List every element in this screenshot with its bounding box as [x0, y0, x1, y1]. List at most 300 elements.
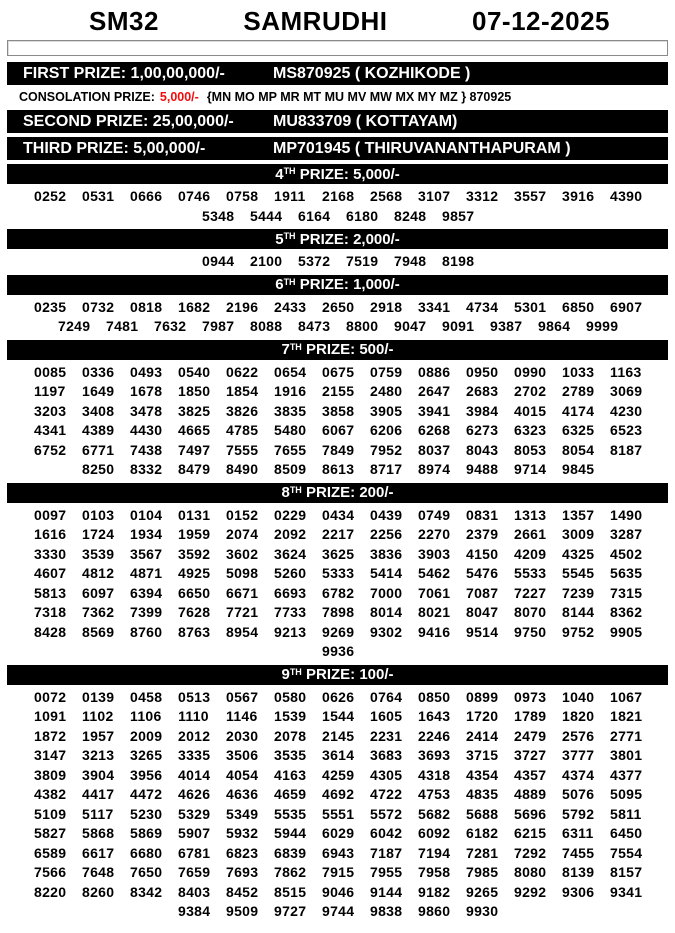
prize-number: 8332: [130, 461, 163, 477]
prize-number: 3825: [178, 402, 211, 419]
prize-number: 3478: [130, 402, 163, 419]
prize-number: 3624: [274, 545, 307, 562]
prize-number: 6693: [274, 584, 307, 601]
prize-number: 3858: [322, 402, 355, 419]
prize-number: 4502: [610, 545, 643, 562]
prize-number: 1490: [610, 506, 643, 523]
prize-number: 7087: [466, 584, 499, 601]
prize-number: 0886: [418, 363, 451, 380]
prize-number: 2479: [514, 727, 547, 744]
prize-number: 0103: [82, 506, 115, 523]
prize-number: 5109: [34, 805, 67, 822]
third-prize-label: THIRD PRIZE: 5,00,000/-: [23, 139, 206, 157]
tier-title: PRIZE: 500/-: [301, 341, 394, 358]
prize-number: 7987: [202, 318, 235, 334]
prize-number: 3592: [178, 545, 211, 562]
prize-number: 3287: [610, 526, 643, 542]
prize-number: 8760: [130, 623, 163, 640]
prize-number: 9182: [418, 883, 451, 900]
tier-4th: [7, 164, 668, 226]
prize-number-row: [7, 298, 668, 318]
prize-number: 2480: [370, 383, 403, 399]
prize-number: 6325: [562, 422, 595, 438]
prize-number: 2771: [610, 727, 643, 744]
prize-number: 3602: [226, 545, 259, 562]
prize-number: 4626: [178, 786, 211, 802]
prize-number: 0580: [274, 688, 307, 705]
prize-number: 0626: [322, 688, 355, 705]
prize-number: 9727: [274, 903, 307, 919]
prize-number: 8014: [370, 604, 403, 620]
prize-number: 3312: [466, 188, 499, 204]
prize-number: 7455: [562, 844, 595, 861]
prize-number: 4174: [562, 402, 595, 419]
tier-ordinal: 8: [281, 484, 290, 501]
prize-number: 0899: [466, 688, 499, 705]
prize-number: 5813: [34, 584, 67, 601]
prize-number: 2661: [514, 526, 547, 542]
prize-number: 5682: [418, 805, 451, 822]
consolation-label: CONSOLATION PRIZE:: [19, 90, 155, 104]
prize-number: 8248: [394, 207, 427, 224]
prize-number: 9930: [466, 903, 499, 919]
tier-8th: [7, 483, 668, 662]
tier-ordinal: 6: [275, 276, 284, 293]
prize-number: 0439: [370, 506, 403, 523]
prize-number: 2168: [322, 188, 355, 204]
prize-number: 4390: [610, 188, 643, 204]
prize-number: 1821: [610, 708, 643, 724]
prize-number: 5476: [466, 565, 499, 581]
prize-number-row: [7, 785, 668, 805]
prize-number: 4354: [466, 766, 499, 783]
prize-number: 2650: [322, 298, 355, 315]
prize-number: 8515: [274, 883, 307, 900]
prize-number: 9857: [442, 207, 475, 224]
prize-number: 2078: [274, 727, 307, 744]
prize-number: 7318: [34, 604, 67, 620]
prize-number: 8403: [178, 883, 211, 900]
prize-number: 1872: [34, 727, 67, 744]
prize-number: 4014: [178, 766, 211, 783]
prize-number: 2270: [418, 526, 451, 542]
prize-number: 7249: [58, 318, 91, 334]
consolation-amount: 5,000/-: [159, 90, 199, 104]
tier-ordinal-suffix: TH: [289, 341, 302, 352]
prize-number: 3147: [34, 747, 67, 763]
tier-ordinal-suffix: TH: [289, 666, 302, 677]
tier-title: PRIZE: 2,000/-: [295, 230, 400, 248]
prize-number-row: [7, 460, 668, 480]
prize-number: 4230: [610, 402, 643, 419]
prize-number: 4734: [466, 298, 499, 315]
prize-number: 1102: [82, 708, 114, 724]
prize-number: 7693: [226, 864, 259, 880]
prize-number: 4753: [418, 786, 451, 802]
prize-number: 8157: [610, 864, 643, 880]
prize-number: 6782: [322, 584, 355, 601]
prize-number: 1067: [610, 688, 643, 705]
lottery-name: SAMRUDHI: [243, 5, 388, 36]
prize-number: 7519: [346, 253, 379, 269]
prize-number: 9387: [490, 318, 523, 334]
prize-number: 7292: [514, 844, 547, 861]
prize-number: 8490: [226, 461, 259, 477]
prize-number: 5480: [274, 422, 307, 438]
prize-number: 6067: [322, 422, 355, 438]
third-prize-winner: MP701945 ( THIRUVANANTHAPURAM ): [273, 139, 571, 157]
prize-number: 7239: [562, 584, 595, 601]
prize-number: 1091: [34, 708, 67, 724]
prize-number: 8144: [562, 604, 595, 620]
prize-number-row: [7, 863, 668, 883]
prize-number: 1033: [562, 363, 595, 380]
prize-number: 8054: [562, 441, 595, 458]
prize-number: 5414: [370, 565, 403, 581]
prize-number: 9265: [466, 883, 499, 900]
prize-number: 7315: [610, 584, 643, 601]
prize-number: 4636: [226, 786, 259, 802]
second-prize-label: SECOND PRIZE: 25,00,000/-: [23, 112, 234, 130]
prize-number: 1643: [418, 708, 451, 724]
prize-number: 8954: [226, 623, 259, 640]
prize-number: 3916: [562, 188, 595, 204]
prize-number: 7438: [130, 441, 163, 458]
prize-number: 7898: [322, 604, 355, 620]
prize-number: 2379: [466, 526, 499, 542]
prize-number: 2196: [226, 298, 259, 315]
prize-number: 6523: [610, 422, 643, 438]
prize-number: 5117: [82, 805, 114, 822]
prize-number-row: [7, 545, 668, 565]
prize-number-row: [7, 207, 668, 227]
prize-number: 8569: [82, 623, 115, 640]
tier-ordinal: 4: [275, 165, 284, 183]
prize-number: 1146: [226, 708, 258, 724]
consolation-row: [7, 89, 668, 105]
prize-number: 9144: [370, 883, 403, 900]
blank-input[interactable]: [7, 40, 668, 56]
prize-number: 3330: [34, 545, 67, 562]
prize-number: 5533: [514, 565, 547, 581]
prize-number: 3539: [82, 545, 115, 562]
prize-number: 6617: [82, 844, 115, 861]
prize-number: 9999: [586, 318, 619, 334]
prize-number: 4607: [34, 565, 67, 581]
prize-number: 7659: [178, 864, 211, 880]
prize-number: 4054: [226, 766, 259, 783]
prize-number: 0131: [178, 506, 211, 523]
prize-number: 6907: [610, 298, 643, 315]
prize-number: 6182: [466, 825, 499, 841]
prize-number: 3557: [514, 188, 547, 204]
prize-number: 0104: [130, 506, 163, 523]
prize-number: 3727: [514, 747, 547, 763]
prize-number: 3625: [322, 545, 355, 562]
prize-number: 2231: [370, 727, 403, 744]
prize-number: 7628: [178, 604, 211, 620]
prize-number: 9047: [394, 318, 427, 334]
prize-number: 8070: [514, 604, 547, 620]
prize-number: 9514: [466, 623, 499, 640]
prize-number: 0458: [130, 688, 163, 705]
prize-number: 3715: [466, 747, 499, 763]
prize-number: 2217: [322, 526, 355, 542]
tier-header-9th: [7, 665, 668, 685]
prize-number: 9752: [562, 623, 595, 640]
first-prize-bar: [7, 62, 668, 85]
prize-number: 8479: [178, 461, 211, 477]
prize-number: 7958: [418, 864, 451, 880]
prize-number: 0944: [202, 253, 235, 269]
prize-number: 6450: [610, 825, 643, 841]
tier-9th: [7, 665, 668, 922]
prize-number: 7915: [322, 864, 355, 880]
prize-number: 5535: [274, 805, 307, 822]
prize-number: 6771: [82, 441, 115, 458]
prize-number: 1163: [610, 363, 642, 380]
prize-number: 2433: [274, 298, 307, 315]
prize-number: 6323: [514, 422, 547, 438]
prize-number: 9384: [178, 903, 211, 919]
prize-number: 8220: [34, 883, 67, 900]
prize-number: 7648: [82, 864, 115, 880]
prize-number: 0654: [274, 363, 307, 380]
prize-number: 4871: [130, 565, 163, 581]
prize-number: 1616: [34, 526, 67, 542]
prize-number-row: [7, 506, 668, 526]
tier-ordinal-suffix: TH: [283, 276, 296, 287]
prize-number-row: [7, 824, 668, 844]
prize-number: 4430: [130, 422, 163, 438]
prize-number: 5098: [226, 565, 259, 581]
prize-number: 8250: [82, 461, 115, 477]
prize-number: 6273: [466, 422, 499, 438]
prize-number: 2155: [322, 383, 355, 399]
prize-number: 4341: [34, 422, 67, 438]
prize-number: 9091: [442, 318, 475, 334]
prize-number-row: [7, 844, 668, 864]
prize-number: 6823: [226, 844, 259, 861]
prize-number: 6752: [34, 441, 67, 458]
prize-number: 1357: [562, 506, 595, 523]
prize-number: 1649: [82, 383, 115, 399]
prize-number: 0434: [322, 506, 355, 523]
prize-number: 4150: [466, 545, 499, 562]
tier-ordinal-suffix: TH: [283, 231, 296, 241]
prize-number: 0622: [226, 363, 259, 380]
prize-number: 4472: [130, 786, 163, 802]
prize-number: 9292: [514, 883, 547, 900]
prize-number: 2012: [178, 727, 211, 744]
prize-number-row: [7, 382, 668, 402]
prize-number: 9046: [322, 883, 355, 900]
tier-ordinal: 5: [275, 230, 284, 248]
prize-number-row: [7, 883, 668, 903]
prize-number-row: [7, 766, 668, 786]
prize-number: 5551: [322, 805, 355, 822]
prize-number: 3009: [562, 526, 595, 542]
prize-number: 3941: [418, 402, 451, 419]
prize-number: 8613: [322, 461, 355, 477]
prize-number: 0513: [178, 688, 211, 705]
prize-number-row: [7, 727, 668, 747]
prize-number: 5792: [562, 805, 595, 822]
prize-number: 1110: [178, 708, 209, 724]
prize-number: 1934: [130, 526, 163, 542]
prize-number: 3826: [226, 402, 259, 419]
prize-number: 7655: [274, 441, 307, 458]
prize-number: 2256: [370, 526, 403, 542]
prize-number: 5444: [250, 207, 283, 224]
prize-number: 5260: [274, 565, 307, 581]
prize-number: 6781: [178, 844, 211, 861]
prize-number: 4357: [514, 766, 547, 783]
prize-number: 9936: [322, 643, 355, 659]
lottery-code: SM32: [89, 5, 159, 36]
draw-date: 07-12-2025: [472, 5, 610, 36]
prize-number: 3836: [370, 545, 403, 562]
prize-number: 8800: [346, 318, 379, 334]
prize-number: 2100: [250, 253, 283, 269]
prize-number: 0152: [226, 506, 259, 523]
prize-number: 5944: [274, 825, 307, 841]
prize-number: 3809: [34, 766, 67, 783]
prize-number: 6671: [226, 584, 259, 601]
prize-number: 2702: [514, 383, 547, 399]
prize-number: 9306: [562, 883, 595, 900]
prize-number: 6589: [34, 844, 67, 861]
tier-7th: [7, 340, 668, 480]
prize-number: 6097: [82, 584, 115, 601]
prize-number: 2145: [322, 727, 355, 744]
prize-number: 4318: [418, 766, 451, 783]
prize-number: 9750: [514, 623, 547, 640]
prize-number: 7362: [82, 604, 115, 620]
prize-number: 0097: [34, 506, 67, 523]
prize-number: 4722: [370, 786, 403, 802]
prize-number: 0759: [370, 363, 403, 380]
prize-number-row: [7, 402, 668, 422]
prize-number: 9845: [562, 461, 595, 477]
prize-number-row: [7, 642, 668, 662]
prize-number-row: [7, 707, 668, 727]
prize-number: 7194: [418, 844, 451, 861]
prize-number: 4382: [34, 786, 67, 802]
prize-number: 8509: [274, 461, 307, 477]
prize-number: 7281: [466, 844, 499, 861]
prize-number: 3506: [226, 747, 259, 763]
prize-number: 3265: [130, 747, 163, 763]
prize-number: 2683: [466, 383, 499, 399]
prize-number: 5688: [466, 805, 499, 822]
tier-5th: [7, 229, 668, 272]
prize-number: 0732: [82, 298, 115, 315]
prize-number: 3984: [466, 402, 499, 419]
prize-number: 1854: [226, 383, 259, 399]
prize-number: 6042: [370, 825, 403, 841]
third-prize-bar: [7, 137, 668, 160]
prize-number: 1720: [466, 708, 499, 724]
prize-number: 8047: [466, 604, 499, 620]
prize-number: 9744: [322, 903, 355, 919]
tier-title: PRIZE: 5,000/-: [295, 165, 400, 183]
tier-title: PRIZE: 200/-: [301, 484, 394, 501]
prize-number: 8260: [82, 883, 115, 900]
prize-number: 8037: [418, 441, 451, 458]
prize-number: 3213: [82, 747, 115, 763]
prize-number: 7632: [154, 318, 187, 334]
prize-number: 9714: [514, 461, 547, 477]
prize-number: 2074: [226, 526, 259, 542]
prize-number: 1957: [82, 727, 115, 744]
prize-number: 7862: [274, 864, 307, 880]
prize-number-row: [7, 902, 668, 922]
prize-number: 6311: [562, 825, 594, 841]
prize-number: 0493: [130, 363, 163, 380]
prize-number: 1678: [130, 383, 163, 399]
first-prize-label: FIRST PRIZE: 1,00,00,000/-: [23, 64, 225, 82]
prize-number: 9416: [418, 623, 451, 640]
prize-number: 1959: [178, 526, 211, 542]
prize-number: 8043: [466, 441, 499, 458]
prize-number: 0973: [514, 688, 547, 705]
prize-number: 1724: [82, 526, 115, 542]
prize-number: 7187: [370, 844, 403, 861]
title-bar: [7, 5, 668, 37]
prize-number: 2030: [226, 727, 259, 744]
prize-number: 3777: [562, 747, 595, 763]
prize-number-row: [7, 525, 668, 545]
prize-number: 7481: [106, 318, 139, 334]
prize-number: 6029: [322, 825, 355, 841]
prize-number-row: [7, 746, 668, 766]
prize-number-row: [7, 187, 668, 207]
prize-number: 6394: [130, 584, 163, 601]
prize-number: 4835: [466, 786, 499, 802]
prize-number: 8763: [178, 623, 211, 640]
prize-number: 5545: [562, 565, 595, 581]
prize-number-row: [7, 441, 668, 461]
prize-number: 7555: [226, 441, 259, 458]
prize-number: 0540: [178, 363, 211, 380]
prize-number: 0818: [130, 298, 163, 315]
prize-number: 4163: [274, 766, 307, 783]
prize-number: 7399: [130, 604, 163, 620]
prize-number: 5333: [322, 565, 355, 581]
prize-number: 5348: [202, 207, 235, 224]
prize-number: 9302: [370, 623, 403, 640]
prize-number: 1197: [34, 383, 66, 399]
prize-number: 3341: [418, 298, 451, 315]
prize-number-row: [7, 421, 668, 441]
prize-number: 8473: [298, 318, 331, 334]
prize-number: 4665: [178, 422, 211, 438]
prize-number: 4389: [82, 422, 115, 438]
first-prize-winner: MS870925 ( KOZHIKODE ): [273, 64, 471, 82]
prize-number: 9860: [418, 903, 451, 919]
prize-number: 6680: [130, 844, 163, 861]
prize-number: 9905: [610, 623, 643, 640]
prize-number-row: [7, 317, 668, 337]
prize-number: 8139: [562, 864, 595, 880]
prize-number: 5869: [130, 825, 163, 841]
prize-number: 2576: [562, 727, 595, 744]
prize-number: 4692: [322, 786, 355, 802]
tier-ordinal-suffix: TH: [283, 166, 296, 176]
prize-number: 2246: [418, 727, 451, 744]
prize-number: 3614: [322, 747, 355, 763]
